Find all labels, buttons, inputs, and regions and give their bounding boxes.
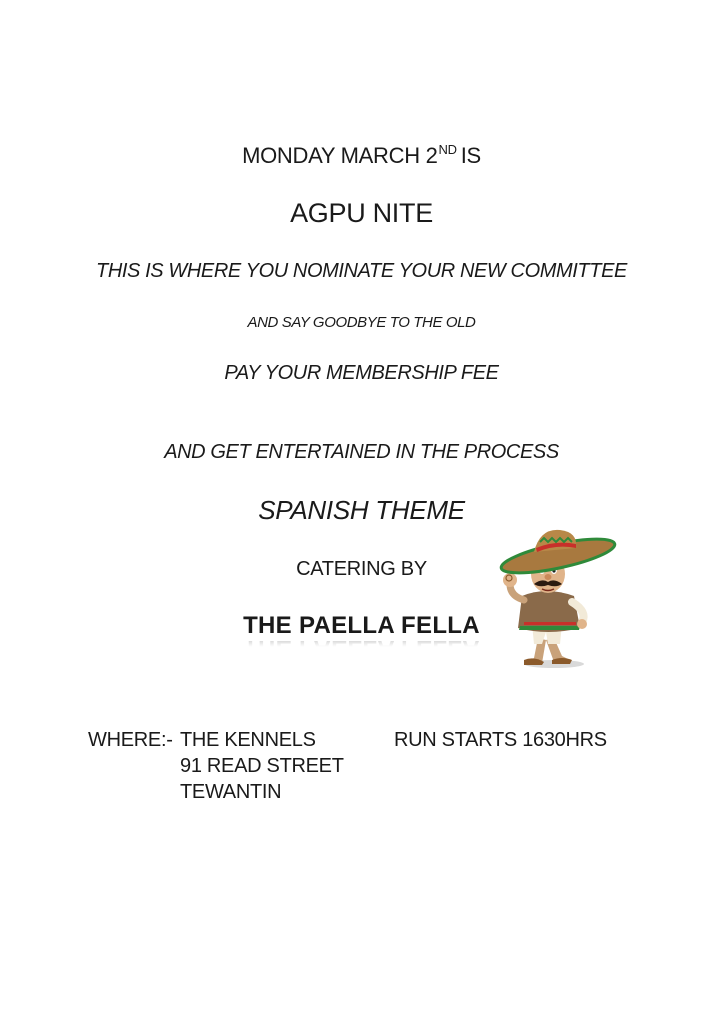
nominate-line: THIS IS WHERE YOU NOMINATE YOUR NEW COMMITTEE <box>96 260 627 282</box>
theme-line: SPANISH THEME <box>258 495 465 525</box>
membership-fee-line: PAY YOUR MEMBERSHIP FEE <box>224 362 499 384</box>
sombrero-chef-mascot-icon <box>496 526 621 671</box>
entertained-line: AND GET ENTERTAINED IN THE PROCESS <box>164 441 559 463</box>
date-text: MONDAY MARCH 2 <box>242 143 438 168</box>
event-title: AGPU NITE <box>290 198 433 228</box>
date-ordinal: ND <box>438 142 457 157</box>
catering-label: CATERING BY <box>296 558 427 580</box>
run-start-time: RUN STARTS 1630HRS <box>394 729 607 751</box>
date-suffix: IS <box>460 143 481 168</box>
address-line-venue: THE KENNELS <box>180 729 316 751</box>
venue-address <box>180 727 344 805</box>
goodbye-line: AND SAY GOODBYE TO THE OLD <box>247 314 476 331</box>
caterer-name: THE PAELLA FELLA <box>243 612 480 639</box>
address-line-town: TEWANTIN <box>180 781 282 803</box>
where-label: WHERE:- <box>88 729 173 751</box>
date-line <box>0 142 723 169</box>
address-line-street: 91 READ STREET <box>180 755 344 777</box>
